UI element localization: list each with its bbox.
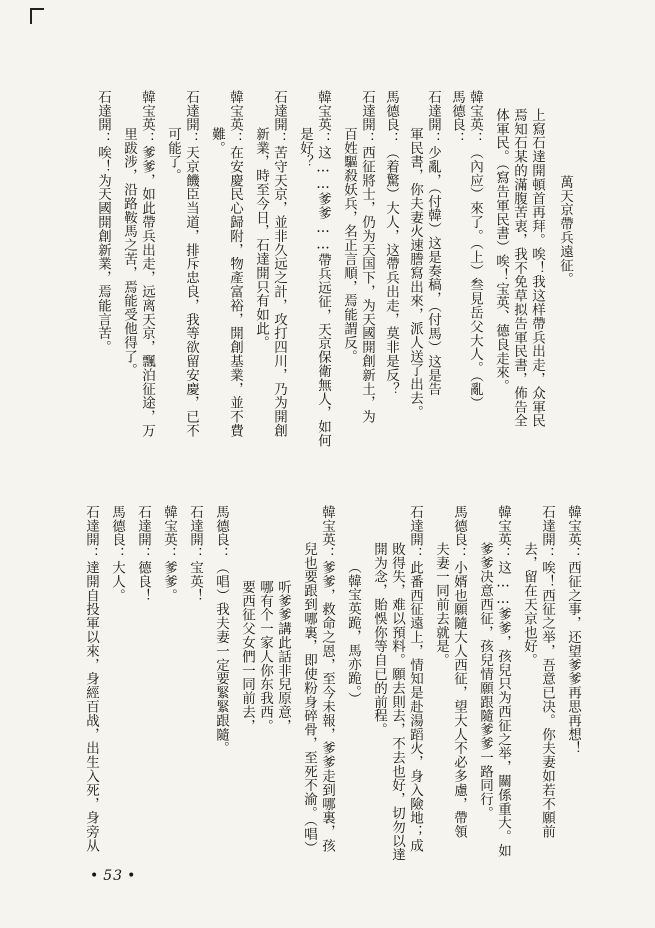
text-column: 石達開：德良！ <box>135 505 151 603</box>
text-column: 兒也要跟到哪裏，即使粉身碎骨，至死不渝。（唱） <box>301 542 317 855</box>
text-column: 可能了。 <box>165 127 181 183</box>
text-column: 韓宝英：爹爹，救命之恩，至今未報，爹爹走到哪裏，孩 <box>319 505 335 853</box>
bullet-dot: • <box>127 868 137 884</box>
text-column: 韓宝英：在安慶民心歸附，物產富裕，開創基業，並不費 <box>227 90 243 438</box>
scene-title: 萬天京帶兵遠征。 <box>557 175 573 287</box>
text-column: 石達開：宝英！ <box>187 505 203 603</box>
text-column: 石達開：唉！西征之举，吾意已决。你夫妻如若不願前 <box>539 505 555 839</box>
text-column: 石達開：西征將士，仍为天国下，为天國開創新土，为 <box>359 90 375 424</box>
text-column: 敗得失，难以預料。願去則去，不去也好，切勿以達 <box>389 542 405 862</box>
text-column: 上寫石達開頓首再拜。唉！我这样帶兵出走，众軍民 <box>529 108 545 428</box>
text-column: 焉知石某的滿腹苦衷，我不免草拟告軍民書，佈告全 <box>511 108 527 428</box>
sung-verse: 要西征父女們一同前去， <box>239 580 255 733</box>
text-column: 馬德良：小婿也願隨大人西征，望大人不必多慮，帶領 <box>451 505 467 839</box>
text-column: 開为念，貽悞你等自已的前程。 <box>371 542 387 737</box>
text-column: 石達開：天京饑臣当道，排斥忠良，我等欲留安慶，已不 <box>183 90 199 438</box>
text-column: 石達開：苦守天京，並非久远之計，攻打四川，乃为開創 <box>271 90 287 438</box>
text-column: 去，留在天京也好。 <box>521 542 537 668</box>
text-column: 爹爹决意西征，孩兒情願跟隨爹爹一路同行。 <box>477 542 493 820</box>
text-column: 里跋涉，沿路鞍馬之苦，焉能受他得了。 <box>121 127 137 378</box>
text-column: 石達開：達開自投軍以來，身經百战，出生入死，身旁从 <box>83 505 99 853</box>
text-column: 石達開：唉！为天國開創新業，焉能言苦。 <box>95 90 111 355</box>
page-number-value: 53 <box>103 868 124 884</box>
text-column: 韓宝英：爹爹。 <box>161 505 177 603</box>
text-column: 難。 <box>209 127 225 155</box>
text-column: 石達開：此番西征遠上，情知是赴湯蹈火，身入險地；成 <box>407 505 423 853</box>
bullet-dot: • <box>90 868 100 884</box>
text-column: 石達開：少亂，（付韓）这是奏稿，（付馬）这是告 <box>425 90 441 397</box>
stage-direction: （韓宝英跪，馬亦跪。） <box>345 560 361 707</box>
text-column: 夫妻一同前去就是。 <box>433 542 449 668</box>
text-column: 馬德良： <box>449 90 465 146</box>
text-column: 新業，時至今日，石達開只有如此。 <box>253 127 269 350</box>
text-column: 体軍民。（寫告軍民書）唉！宝英、德良走來。 <box>493 108 509 394</box>
text-column: 馬德良：（唱）我夫妻一定要緊緊跟隨。 <box>213 505 229 756</box>
corner-crop-mark <box>30 8 44 24</box>
text-column: 馬德良：大人。 <box>109 505 125 603</box>
text-column: 百姓驅殺妖兵，名正言順，焉能謂反。 <box>341 127 357 364</box>
page-number <box>86 868 140 884</box>
text-column: 軍民書，你夫妻火速謄寫出來，派人送了出去。 <box>407 127 423 419</box>
sung-verse: 哪有个一家人你东我西。 <box>257 580 273 733</box>
text-column: 是好？ <box>297 127 313 169</box>
text-column: 韓宝英：这……爹爹……帶兵远征，天京保衛無人，如何 <box>315 90 331 448</box>
text-column: 韓宝英：这……爹爹，孩兒只为西征之举，關係重大。如 <box>495 505 511 858</box>
text-column: 韓宝英：（內应）來了。（上）叁見岳父大人。（亂） <box>467 90 483 411</box>
sung-verse: 听爹爹講此話非兒原意， <box>275 580 291 733</box>
text-column: 馬德良：（着驚）大人，这帶兵出走，莫非是反？ <box>383 90 399 396</box>
text-column: 韓宝英：西征之事，还望爹爹再思再想！ <box>565 505 581 756</box>
text-column: 韓宝英：爹爹，如此帶兵出走，远离天京，飄泊征途，万 <box>139 90 155 438</box>
